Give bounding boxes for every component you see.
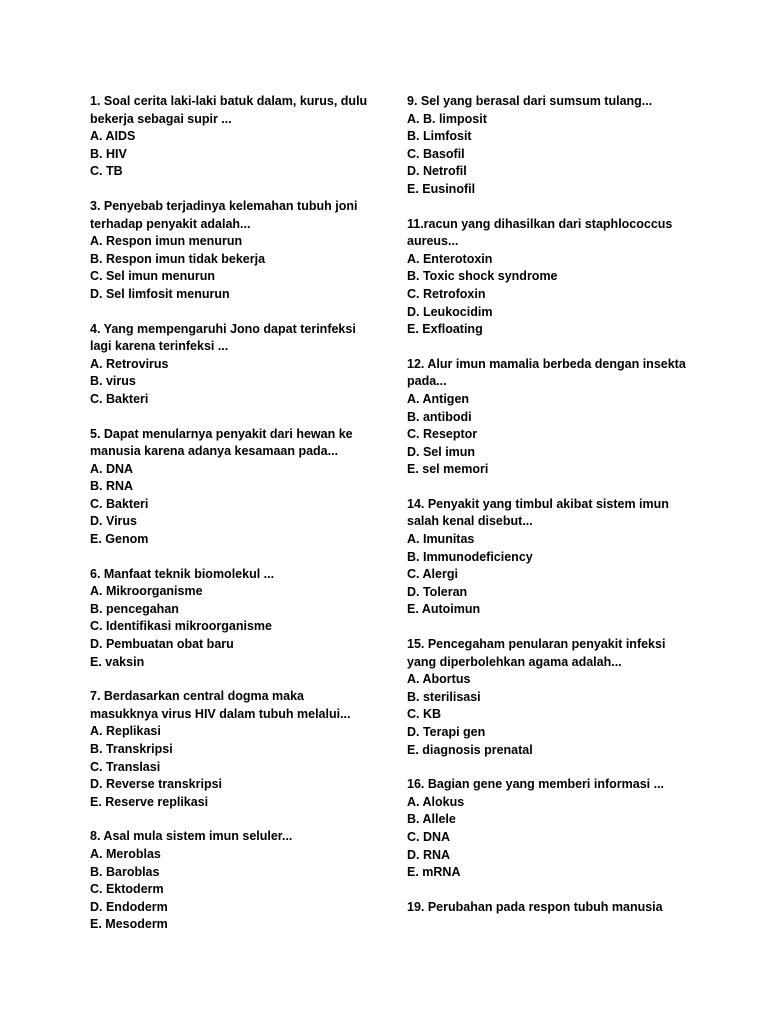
question-text: 14. Penyakit yang timbul akibat sistem imun salah kenal disebut...	[407, 496, 669, 529]
answer-option: C. Basofil	[407, 146, 465, 161]
answer-option: B. pencegahan	[90, 601, 179, 616]
answer-option: B. Allele	[407, 812, 456, 827]
answer-option: B. Toxic shock syndrome	[407, 269, 558, 284]
answer-option: D. Sel limfosit menurun	[90, 286, 230, 301]
answer-option: D. RNA	[407, 847, 451, 862]
answer-option: A. Imunitas	[407, 532, 475, 547]
answer-option: E. vaksin	[90, 654, 145, 669]
question-text: 12. Alur imun mamalia berbeda dengan insekta pada...	[407, 356, 686, 389]
answer-option: E. mRNA	[407, 865, 461, 880]
question-text: 15. Pencegaham penularan penyakit infeksi yang diperbolehkan agama adalah...	[407, 637, 666, 669]
answer-option: C. Translasi	[90, 759, 161, 774]
answer-option: A. B. limposit	[407, 111, 487, 126]
question-block	[407, 899, 697, 917]
question-text: 7. Berdasarkan central dogma maka masukknya virus HIV dalam tubuh melalui...	[90, 689, 351, 721]
answer-option: A. AIDS	[90, 129, 136, 144]
answer-option: B. RNA	[90, 479, 134, 494]
answer-option: C. Alergi	[407, 567, 458, 582]
question-text: 5. Dapat menularnya penyakit dari hewan ke manusia karena adanya kesamaan pada...	[90, 426, 353, 459]
answer-option: D. Toleran	[407, 584, 468, 599]
answer-option: D. Reverse transkripsi	[90, 777, 223, 792]
answer-option: A. DNA	[90, 461, 134, 476]
question-block	[90, 426, 370, 549]
question-block	[90, 566, 370, 672]
question-block	[90, 321, 370, 409]
answer-option: B. HIV	[90, 146, 127, 161]
answer-option: A. Alokus	[407, 794, 465, 809]
answer-option: B. virus	[90, 374, 136, 389]
question-text: 4. Yang mempengaruhi Jono dapat terinfeksi lagi karena terinfeksi ...	[90, 321, 356, 354]
answer-option: A. Antigen	[407, 391, 470, 406]
question-block	[407, 496, 697, 619]
answer-option: C. Retrofoxin	[407, 286, 486, 301]
answer-option: C. TB	[90, 164, 123, 179]
question-block	[407, 636, 697, 759]
answer-option: A. Respon imun menurun	[90, 234, 243, 249]
answer-option: B. antibodi	[407, 409, 472, 424]
question-block	[407, 356, 697, 479]
answer-option: E. sel memori	[407, 462, 489, 477]
answer-option: D. Endoderm	[90, 899, 168, 914]
answer-option: B. Transkripsi	[90, 742, 173, 756]
answer-option: C. Reseptor	[407, 427, 478, 442]
answer-option: E. Exfloating	[407, 322, 483, 337]
question-block	[90, 828, 370, 934]
question-block	[90, 198, 370, 304]
answer-option: A. Enterotoxin	[407, 251, 493, 266]
answer-option: B. Respon imun tidak bekerja	[90, 251, 266, 266]
answer-option: E. Autoimun	[407, 602, 481, 617]
answer-option: B. Immunodeficiency	[407, 549, 533, 564]
answer-option: E. diagnosis prenatal	[407, 742, 533, 757]
question-text: 11.racun yang dihasilkan dari staphlococcus aureus...	[407, 216, 673, 249]
question-text: 9. Sel yang berasal dari sumsum tulang...	[407, 94, 653, 108]
answer-option: D. Leukocidim	[407, 304, 493, 319]
answer-option: C. Bakteri	[90, 391, 149, 406]
question-block	[90, 93, 370, 181]
question-text: 6. Manfaat teknik biomolekul ...	[90, 566, 275, 581]
question-block	[90, 688, 370, 811]
answer-option: E. Mesoderm	[90, 917, 168, 932]
answer-option: C. KB	[407, 707, 442, 722]
question-block	[407, 216, 697, 339]
answer-option: B. sterilisasi	[407, 689, 481, 704]
question-block	[407, 93, 697, 199]
question-text: 3. Penyebab terjadinya kelemahan tubuh joni terhadap penyakit adalah...	[90, 198, 358, 231]
question-text: 8. Asal mula sistem imun seluler...	[90, 829, 293, 844]
question-block	[407, 776, 697, 882]
answer-option: C. Ektoderm	[90, 882, 164, 897]
answer-option: A. Replikasi	[90, 724, 161, 739]
answer-option: D. Netrofil	[407, 164, 467, 179]
answer-option: D. Pembuatan obat baru	[90, 637, 234, 652]
answer-option: C. DNA	[407, 829, 451, 844]
answer-option: A. Mikroorganisme	[90, 584, 203, 599]
right-column	[407, 93, 697, 933]
answer-option: C. Sel imun menurun	[90, 269, 216, 284]
answer-option: C. Identifikasi mikroorganisme	[90, 619, 272, 634]
left-column	[90, 93, 370, 951]
answer-option: C. Bakteri	[90, 496, 149, 511]
answer-option: B. Limfosit	[407, 129, 472, 144]
answer-option: D. Sel imun	[407, 444, 476, 459]
question-text: 19. Perubahan pada respon tubuh manusia	[407, 899, 663, 914]
answer-option: A. Retrovirus	[90, 356, 169, 371]
question-text: 1. Soal cerita laki-laki batuk dalam, kurus, dulu bekerja sebagai supir ...	[90, 94, 368, 126]
answer-option: A. Abortus	[407, 672, 471, 687]
answer-option: D. Virus	[90, 514, 138, 529]
answer-option: E. Genom	[90, 532, 149, 547]
answer-option: A. Meroblas	[90, 846, 161, 861]
answer-option: B. Baroblas	[90, 864, 160, 879]
answer-option: E. Reserve replikasi	[90, 794, 209, 809]
answer-option: D. Terapi gen	[407, 725, 486, 739]
question-text: 16. Bagian gene yang memberi informasi ...	[407, 777, 665, 792]
answer-option: E. Eusinofil	[407, 181, 476, 196]
